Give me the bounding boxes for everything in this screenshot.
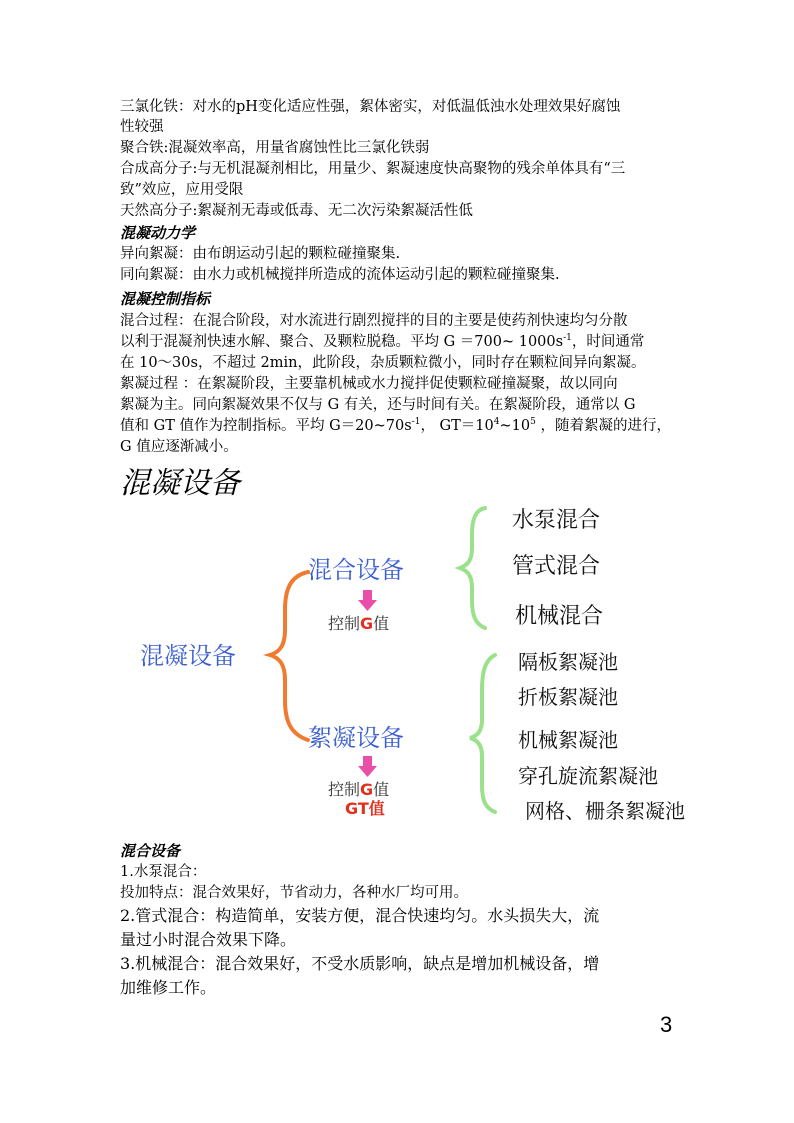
synthetic-text-line2: 致”效应，应用受限 — [120, 182, 244, 198]
diagram-floc-node: 絮凝设备 — [308, 724, 404, 752]
green-brace-mixing-icon — [460, 508, 485, 628]
mixing-process-line3: 在 10～30s，不超过 2min，此阶段，杂质颗粒微小，同时存在颗粒间异向絮凝。 — [120, 355, 646, 371]
mixing-equipment-heading: 混合设备 — [120, 842, 181, 860]
floc-l3-sup3: 5 — [530, 417, 536, 428]
mixing-item-pump: 水泵混合 — [512, 508, 601, 533]
control-heading: 混凝控制指标 — [120, 290, 211, 308]
floc-item-baffle: 隔板絮凝池 — [518, 650, 618, 674]
floc-l3-sup2: 4 — [493, 417, 500, 428]
orthokinetic-text: 同向絮凝：由水力或机械搅拌所造成的流体运动引起的颗粒碰撞聚集. — [120, 267, 560, 283]
diagram-mixing-node: 混合设备 — [308, 556, 404, 584]
fecl3-text-line2: 性较强 — [120, 119, 164, 135]
floc-item-grid: 网格、栅条絮凝池 — [525, 799, 685, 823]
floc-control-prefix: 控制 — [328, 780, 361, 799]
diagram-root: 混凝设备 — [140, 642, 236, 670]
floc-control-suffix: 值 — [373, 780, 390, 799]
fecl3-text-line1: 三氯化铁：对水的pH变化适应性强，絮体密实，对低温低浊水处理效果好腐蚀 — [120, 99, 621, 115]
pipe-mixing-line2: 量过小时混合效果下降。 — [120, 930, 297, 949]
mech-mixing-line1: 3.机械混合：混合效果好，不受水质影响，缺点是增加机械设备，增 — [120, 954, 600, 973]
floc-l3c: ~10 — [499, 418, 531, 434]
floc-l3d: ，随着絮凝的进行， — [535, 418, 671, 434]
floc-control-label — [328, 780, 389, 799]
down-arrow-icon — [358, 756, 377, 777]
orange-brace-icon — [270, 572, 308, 740]
floc-item-mechanical: 机械絮凝池 — [518, 728, 618, 752]
mixing-l2-text: 以利于混凝剂快速水解、聚合、及颗粒脱稳。平均 G ＝700~ 1000s — [120, 334, 564, 350]
mixing-item-mechanical: 机械混合 — [515, 604, 604, 629]
dynamics-heading: 混凝动力学 — [120, 224, 196, 242]
mixing-control-label — [328, 614, 389, 633]
floc-control-g: G — [360, 780, 374, 799]
pfs-text: 聚合铁:混凝效率高，用量省腐蚀性比三氯化铁弱 — [120, 140, 430, 156]
floc-l3-sup1: -1 — [411, 417, 421, 428]
pipe-mixing-line1: 2.管式混合：构造简单，安装方便，混合快速均匀。水头损失大，流 — [120, 906, 600, 925]
natural-text: 天然高分子:絮凝剂无毒或低毒、无二次污染絮凝活性低 — [120, 203, 473, 219]
mech-mixing-line2: 加维修工作。 — [120, 978, 217, 997]
floc-item-swirl: 穿孔旋流絮凝池 — [518, 764, 658, 788]
floc-l3b: ， GT＝10 — [420, 418, 494, 434]
down-arrow-icon — [358, 590, 377, 611]
page-number: 3 — [660, 1012, 673, 1037]
pump-title: 1.水泵混合： — [120, 864, 207, 880]
mixing-control-suffix: 值 — [373, 614, 390, 633]
green-brace-floc-icon — [470, 655, 495, 812]
floc-item-folded: 折板絮凝池 — [518, 685, 618, 709]
mixing-control-g: G — [360, 614, 374, 633]
mixing-l2-tail: ，时间通常 — [571, 334, 645, 350]
mixing-process-line1: 混合过程：在混合阶段，对水流进行剧烈搅拌的目的主要是使药剂快速均匀分散 — [120, 313, 628, 329]
floc-control-gt: GT值 — [345, 799, 385, 818]
perikinetic-text: 异向絮凝：由布朗运动引起的颗粒碰撞聚集. — [120, 246, 401, 262]
mixing-item-pipe: 管式混合 — [512, 554, 601, 579]
floc-process-line4: G 值应逐渐减小。 — [120, 439, 238, 455]
mixing-control-prefix: 控制 — [328, 614, 361, 633]
floc-process-line2: 絮凝为主。同向絮凝效果不仅与 G 有关，还与时间有关。在絮凝阶段，通常以 G — [120, 397, 636, 413]
pump-desc: 投加特点：混合效果好，节省动力，各种水厂均可用。 — [120, 885, 468, 901]
synthetic-text-line1: 合成高分子:与无机混凝剂相比，用量少、絮凝速度快高聚物的残余单体具有“三 — [120, 161, 626, 177]
mixing-l2-sup: -1 — [563, 333, 572, 344]
floc-l3a: 值和 GT 值作为控制指标。平均 G＝20~70s — [120, 418, 412, 434]
equipment-section-title: 混凝设备 — [120, 466, 240, 501]
floc-process-line1: 絮凝过程 ：在絮凝阶段，主要靠机械或水力搅拌促使颗粒碰撞凝聚，故以同向 — [120, 376, 618, 392]
